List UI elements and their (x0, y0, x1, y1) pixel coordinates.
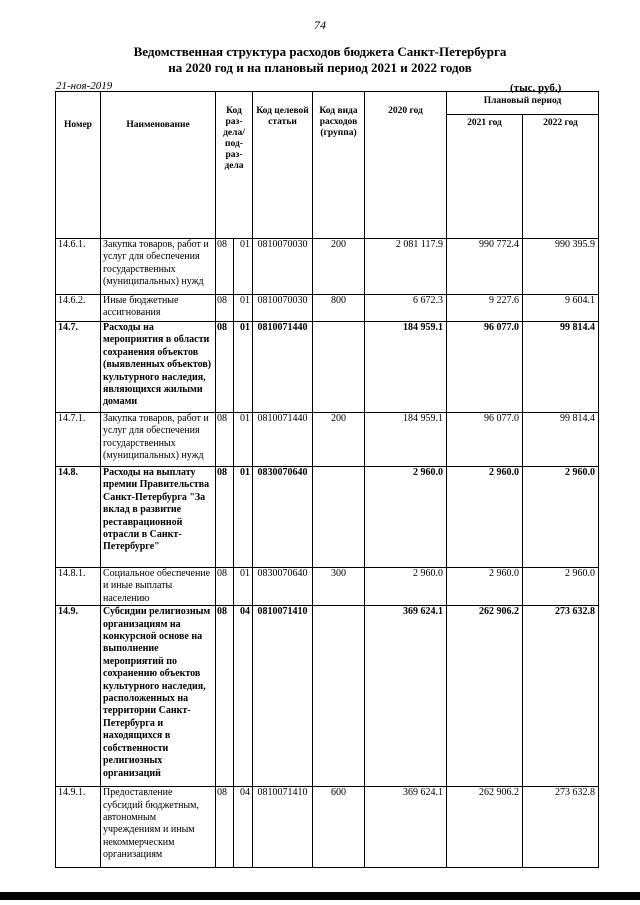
row-value-2021: 9 227.6 (447, 295, 523, 322)
row-value-2020: 184 959.1 (365, 322, 447, 413)
row-value-2022: 2 960.0 (523, 467, 599, 568)
row-name: Расходы на мероприятия в области сохранения объектов (выявленных объектов) культурного наследия, являющихся жилыми домами (101, 322, 216, 413)
row-name: Предоставление субсидий бюджетным, автономным учреждениям и иным некоммерческим организациям (101, 787, 216, 868)
row-number: 14.8. (56, 467, 101, 568)
table-body (56, 239, 599, 868)
row-subsection-code: 01 (234, 239, 253, 295)
row-number: 14.7.1. (56, 413, 101, 467)
row-expense-type (313, 606, 365, 787)
row-expense-type: 200 (313, 413, 365, 467)
table-row (56, 295, 599, 322)
header-2022: 2022 год (523, 115, 599, 239)
row-expense-type (313, 322, 365, 413)
row-target-code: 0810070030 (253, 295, 313, 322)
header-target-code: Код целевой статьи (253, 92, 313, 239)
row-value-2022: 99 814.4 (523, 322, 599, 413)
header-plan-period: Плановый период (447, 92, 599, 115)
header-expense-type-code: Код вида расходов (группа) (313, 92, 365, 239)
row-subsection-code: 04 (234, 787, 253, 868)
row-value-2020: 369 624.1 (365, 787, 447, 868)
table-row (56, 568, 599, 606)
row-name: Расходы на выплату премии Правительства Санкт-Петербурга "За вклад в развитие реставрационной отрасли в Санкт-Петербурге" (101, 467, 216, 568)
row-value-2020: 6 672.3 (365, 295, 447, 322)
row-name: Субсидии религиозным организациям на конкурсной основе на выполнение мероприятий по сохранению объектов культурного наследия, расположенных на территории Санкт-Петербурга и находящихся в собственности религиозных организаций (101, 606, 216, 787)
header-number: Номер (56, 92, 101, 239)
row-section-code: 08 (216, 467, 234, 568)
row-target-code: 0810071410 (253, 787, 313, 868)
row-number: 14.6.1. (56, 239, 101, 295)
row-subsection-code: 01 (234, 295, 253, 322)
header-2021: 2021 год (447, 115, 523, 239)
row-number: 14.7. (56, 322, 101, 413)
header-name: Наименование (101, 92, 216, 239)
page-number: 74 (314, 18, 326, 32)
row-value-2022: 273 632.8 (523, 606, 599, 787)
row-target-code: 0830070640 (253, 467, 313, 568)
row-value-2021: 990 772.4 (447, 239, 523, 295)
row-section-code: 08 (216, 295, 234, 322)
row-target-code: 0830070640 (253, 568, 313, 606)
header-section-code: Код раз-дела/ под-раз-дела (216, 92, 253, 239)
row-section-code: 08 (216, 787, 234, 868)
table-row (56, 467, 599, 568)
row-value-2021: 96 077.0 (447, 413, 523, 467)
row-value-2022: 990 395.9 (523, 239, 599, 295)
row-subsection-code: 01 (234, 413, 253, 467)
row-name: Закупка товаров, работ и услуг для обеспечения государственных (муниципальных) нужд (101, 239, 216, 295)
row-name: Иные бюджетные ассигнования (101, 295, 216, 322)
row-number: 14.6.2. (56, 295, 101, 322)
row-number: 14.9. (56, 606, 101, 787)
title-line-2: на 2020 год и на плановый период 2021 и 2022 годов (168, 60, 472, 75)
row-expense-type: 200 (313, 239, 365, 295)
title-line-1: Ведомственная структура расходов бюджета Санкт-Петербурга (133, 44, 507, 59)
row-value-2022: 2 960.0 (523, 568, 599, 606)
budget-table (55, 91, 599, 868)
table-row (56, 322, 599, 413)
row-value-2021: 262 906.2 (447, 787, 523, 868)
header-row-top (56, 92, 599, 115)
row-subsection-code: 01 (234, 322, 253, 413)
table-row (56, 413, 599, 467)
row-value-2022: 9 604.1 (523, 295, 599, 322)
row-subsection-code: 01 (234, 568, 253, 606)
row-value-2020: 184 959.1 (365, 413, 447, 467)
row-target-code: 0810070030 (253, 239, 313, 295)
row-name: Закупка товаров, работ и услуг для обеспечения государственных (муниципальных) нужд (101, 413, 216, 467)
row-subsection-code: 04 (234, 606, 253, 787)
table-row (56, 787, 599, 868)
row-value-2021: 2 960.0 (447, 568, 523, 606)
row-expense-type: 300 (313, 568, 365, 606)
row-expense-type: 800 (313, 295, 365, 322)
document-date: 21-ноя-2019 (56, 80, 113, 92)
row-target-code: 0810071440 (253, 413, 313, 467)
row-section-code: 08 (216, 606, 234, 787)
header-2020: 2020 год (365, 92, 447, 239)
row-value-2021: 262 906.2 (447, 606, 523, 787)
row-section-code: 08 (216, 322, 234, 413)
row-value-2020: 369 624.1 (365, 606, 447, 787)
table-row (56, 239, 599, 295)
row-subsection-code: 01 (234, 467, 253, 568)
row-value-2021: 2 960.0 (447, 467, 523, 568)
bottom-scan-edge (0, 892, 640, 900)
units-label: (тыс. руб.) (510, 82, 562, 94)
table-row (56, 606, 599, 787)
row-value-2020: 2 960.0 (365, 568, 447, 606)
row-name: Социальное обеспечение и иные выплаты населению (101, 568, 216, 606)
row-section-code: 08 (216, 413, 234, 467)
row-expense-type: 600 (313, 787, 365, 868)
row-value-2020: 2 081 117.9 (365, 239, 447, 295)
row-value-2022: 273 632.8 (523, 787, 599, 868)
row-section-code: 08 (216, 568, 234, 606)
document-title (60, 44, 580, 76)
row-number: 14.8.1. (56, 568, 101, 606)
row-target-code: 0810071440 (253, 322, 313, 413)
row-number: 14.9.1. (56, 787, 101, 868)
row-value-2021: 96 077.0 (447, 322, 523, 413)
row-value-2022: 99 814.4 (523, 413, 599, 467)
row-section-code: 08 (216, 239, 234, 295)
row-expense-type (313, 467, 365, 568)
row-value-2020: 2 960.0 (365, 467, 447, 568)
row-target-code: 0810071410 (253, 606, 313, 787)
